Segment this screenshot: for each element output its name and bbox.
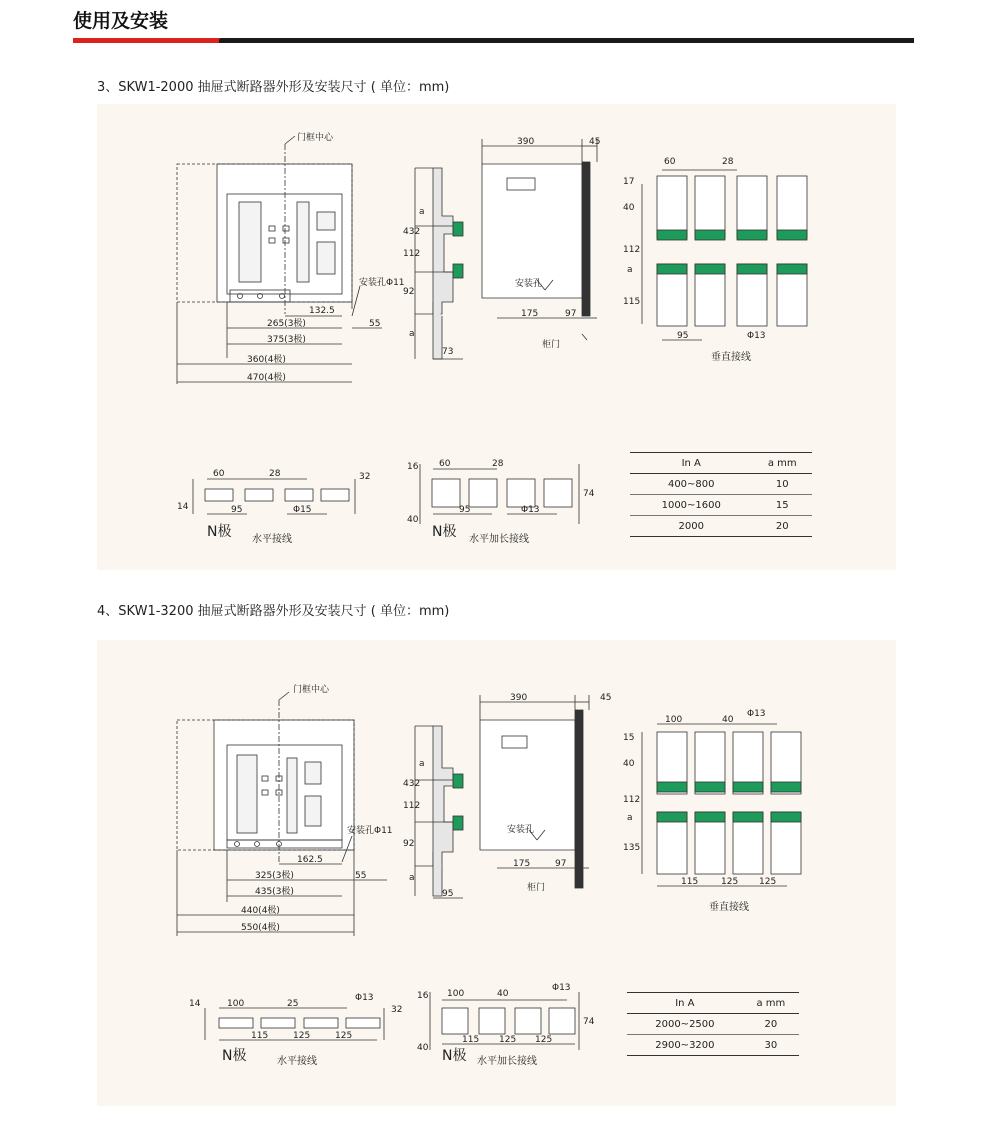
dim-front2-6: 550(4极) [241, 923, 280, 933]
dim-side-a2: a [409, 329, 415, 339]
section-1-title: 3、SKW1-2000 抽屉式断路器外形及安装尺寸 ( 单位：mm) [97, 80, 450, 95]
label-n-pole-hext-2: N极 [442, 1048, 467, 1064]
dim-vert2-l4: a [627, 813, 633, 823]
dim-vert2-l5: 135 [623, 843, 641, 853]
table-row: 1000~1600 15 [630, 495, 812, 516]
dim-side-h1: 432 [403, 227, 421, 237]
label-n-pole-hor-2: N极 [222, 1048, 247, 1064]
side-view-1 [415, 139, 597, 359]
dim-side2-b2: 97 [555, 859, 567, 869]
label-n-pole-hext: N极 [432, 524, 457, 540]
table-row: 2000~2500 20 [627, 1014, 799, 1035]
label-cabinet-door-2: 柜门 [527, 883, 546, 893]
dim-front-2: 265(3极) [267, 319, 306, 329]
header-rule-accent [73, 38, 219, 43]
dim-vert-l1: 17 [623, 177, 635, 187]
dim-hor-t1: 60 [213, 469, 225, 479]
dim-hext-t1: 60 [439, 459, 451, 469]
section-2-drawing-panel [97, 640, 896, 1106]
dim-vert2-t1: 100 [665, 715, 683, 725]
vertical-terminals-1 [642, 170, 807, 340]
dim-vert2-t3: Φ13 [747, 709, 766, 719]
dim-hor-r1: 32 [359, 472, 371, 482]
dim-hor2-b1: 115 [251, 1031, 269, 1041]
dim-vert-t1: 60 [664, 157, 676, 167]
vertical-terminals-2 [642, 724, 801, 886]
dim-hext2-l2: 40 [417, 1043, 429, 1053]
front-view-1 [177, 136, 382, 384]
page-title: 使用及安装 [73, 10, 169, 32]
spec-table-1 [630, 452, 812, 537]
dim-side-top2: 45 [589, 137, 601, 147]
dim-front-4: 55 [369, 319, 381, 329]
dim-vert-t2: 28 [722, 157, 734, 167]
dim-vert2-l2: 40 [623, 759, 635, 769]
dim-vert2-t2: 40 [722, 715, 734, 725]
dim-front2-1: 162.5 [297, 855, 323, 865]
dim-hext2-l1: 16 [417, 991, 429, 1001]
dim-vert-l4: a [627, 265, 633, 275]
dim-front2-3: 435(3极) [255, 887, 294, 897]
label-mount-hole-2: 安装孔Φ11 [347, 826, 393, 836]
label-side-mount: 安装孔 [515, 279, 543, 289]
dim-side2-b3: 95 [442, 889, 454, 899]
dim-hext2-t2: 40 [497, 989, 509, 999]
dim-hext-r1: 74 [583, 489, 595, 499]
dim-vert-l5: 115 [623, 297, 641, 307]
dim-vert2-l3: 112 [623, 795, 641, 805]
dim-hor2-b3: 125 [335, 1031, 353, 1041]
dim-vert-b1: 95 [677, 331, 689, 341]
caption-horizontal: 水平接线 [252, 534, 292, 545]
dim-hor-l1: 14 [177, 502, 189, 512]
section-1-drawing-panel [97, 104, 896, 570]
dim-hor-b1: 95 [231, 505, 243, 515]
dim-hor-phi: Φ15 [293, 505, 312, 515]
caption-horizontal-ext-2: 水平加长接线 [477, 1056, 537, 1067]
dim-hext-phi: Φ13 [521, 505, 540, 515]
table-header-a: a mm [752, 453, 812, 474]
dim-vert-phi: Φ13 [747, 331, 766, 341]
dim-side2-a2: a [409, 873, 415, 883]
table-header-in: In A [630, 453, 752, 474]
dim-side-b2: 97 [565, 309, 577, 319]
dim-side2-top2: 45 [600, 693, 612, 703]
dim-hor2-l1: 14 [189, 999, 201, 1009]
dim-front-3: 375(3极) [267, 335, 306, 345]
dim-vert-l3: 112 [623, 245, 641, 255]
label-door-center-2: 门框中心 [293, 685, 330, 695]
dim-hor-t2: 28 [269, 469, 281, 479]
dim-vert-l2: 40 [623, 203, 635, 213]
spec-table-2 [627, 992, 799, 1056]
dim-side2-h1: 432 [403, 779, 421, 789]
dim-hor2-r1: 32 [391, 1005, 403, 1015]
dim-vert2-b2: 125 [721, 877, 739, 887]
dim-side2-h2: 112 [403, 801, 421, 811]
horizontal-terminals-1 [193, 479, 355, 514]
horizontal-ext-terminals-1 [420, 464, 579, 524]
dim-side2-b1: 175 [513, 859, 531, 869]
label-mount-hole: 安装孔Φ11 [359, 278, 405, 288]
section-2-title: 4、SKW1-3200 抽屉式断路器外形及安装尺寸 ( 单位：mm) [97, 604, 450, 619]
label-n-pole-hor: N极 [207, 524, 232, 540]
dim-front2-4: 55 [355, 871, 367, 881]
label-cabinet-door: 柜门 [542, 340, 561, 350]
dim-hor2-t1: 100 [227, 999, 245, 1009]
dim-hor2-b2: 125 [293, 1031, 311, 1041]
dim-side2-top: 390 [510, 693, 528, 703]
table-header-a: a mm [743, 993, 799, 1014]
label-side2-mount: 安装孔 [507, 825, 535, 835]
dim-front2-5: 440(4极) [241, 906, 280, 916]
caption-horizontal-2: 水平接线 [277, 1056, 317, 1067]
dim-vert2-l1: 15 [623, 733, 635, 743]
dim-hext2-r1: 74 [583, 1017, 595, 1027]
dim-hor2-phi: Φ13 [355, 993, 374, 1003]
dim-front-5: 360(4极) [247, 355, 286, 365]
front-view-2 [177, 692, 387, 936]
dim-vert2-b1: 115 [681, 877, 699, 887]
dim-hext-b1: 95 [459, 505, 471, 515]
caption-vertical-2: 垂直接线 [709, 902, 749, 913]
dim-side2-a1: a [419, 759, 425, 769]
dim-hext-t2: 28 [492, 459, 504, 469]
dim-hor2-t2: 25 [287, 999, 299, 1009]
dim-hext2-t1: 100 [447, 989, 465, 999]
dim-side-top: 390 [517, 137, 535, 147]
dim-side-a1: a [419, 207, 425, 217]
dim-vert2-b3: 125 [759, 877, 777, 887]
table-row: 2000 20 [630, 516, 812, 537]
table-row: 400~800 10 [630, 474, 812, 495]
dim-hext2-phi: Φ13 [552, 983, 571, 993]
table-header-in: In A [627, 993, 743, 1014]
caption-vertical: 垂直接线 [711, 352, 751, 363]
caption-horizontal-ext: 水平加长接线 [469, 534, 529, 545]
table-row: 2900~3200 30 [627, 1035, 799, 1056]
dim-side-b3: 73 [442, 347, 454, 357]
dim-side-h2: 112 [403, 249, 421, 259]
dim-side-b1: 175 [521, 309, 539, 319]
dim-side2-h3: 92 [403, 839, 415, 849]
dim-hext2-b1: 115 [462, 1035, 480, 1045]
header-rule-accent-slant [213, 38, 221, 43]
dim-hext-l1: 16 [407, 462, 419, 472]
dim-hext2-b3: 125 [535, 1035, 553, 1045]
dim-side-h3: 92 [403, 287, 415, 297]
dim-front2-2: 325(3极) [255, 871, 294, 881]
dim-front-6: 470(4极) [247, 373, 286, 383]
dim-hext2-b2: 125 [499, 1035, 517, 1045]
dim-front-1: 132.5 [309, 306, 335, 316]
label-door-center: 门框中心 [297, 133, 334, 143]
dim-hext-l2: 40 [407, 515, 419, 525]
